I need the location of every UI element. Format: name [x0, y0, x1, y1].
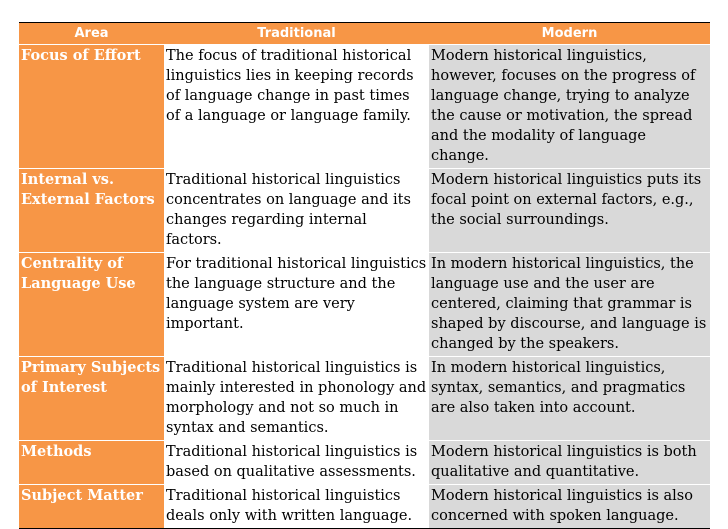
- row-traditional-cell: Traditional historical linguistics deals only with written language.: [164, 485, 429, 529]
- header-area: Area: [19, 23, 164, 45]
- row-modern-cell: Modern historical linguistics is also concerned with spoken language.: [429, 485, 710, 529]
- table-row: [19, 357, 710, 441]
- row-modern-cell: In modern historical linguistics, the language use and the user are centered, claiming that grammar is shaped by discourse, and language is changed by the speakers.: [429, 253, 710, 357]
- row-modern-cell: In modern historical linguistics, syntax, semantics, and pragmatics are also taken into account.: [429, 357, 710, 441]
- table-row: [19, 441, 710, 485]
- header-row: [19, 23, 710, 45]
- row-area-label: Centrality of Language Use: [19, 253, 164, 357]
- row-traditional-cell: Traditional historical linguistics is mainly interested in phonology and morphology and not so much in syntax and semantics.: [164, 357, 429, 441]
- row-modern-cell: Modern historical linguistics puts its focal point on external factors, e.g., the social surroundings.: [429, 169, 710, 253]
- row-traditional-cell: The focus of traditional historical linguistics lies in keeping records of language change in past times of a language or language family.: [164, 45, 429, 169]
- row-area-label: Subject Matter: [19, 485, 164, 529]
- table-row: [19, 45, 710, 169]
- row-area-label: Focus of Effort: [19, 45, 164, 169]
- row-modern-cell: Modern historical linguistics, however, focuses on the progress of language change, trying to analyze the cause or motivation, the spread and the modality of language change.: [429, 45, 710, 169]
- row-area-label: Methods: [19, 441, 164, 485]
- table-row: [19, 485, 710, 529]
- table-row: [19, 169, 710, 253]
- comparison-table-wrapper: [19, 22, 710, 529]
- header-traditional: Traditional: [164, 23, 429, 45]
- row-area-label: Primary Subjects of Interest: [19, 357, 164, 441]
- row-traditional-cell: Traditional historical linguistics is based on qualitative assessments.: [164, 441, 429, 485]
- header-modern: Modern: [429, 23, 710, 45]
- row-area-label: Internal vs. External Factors: [19, 169, 164, 253]
- row-traditional-cell: Traditional historical linguistics concentrates on language and its changes regarding internal factors.: [164, 169, 429, 253]
- row-traditional-cell: For traditional historical linguistics the language structure and the language system are very important.: [164, 253, 429, 357]
- comparison-table: [19, 22, 710, 529]
- table-row: [19, 253, 710, 357]
- row-modern-cell: Modern historical linguistics is both qualitative and quantitative.: [429, 441, 710, 485]
